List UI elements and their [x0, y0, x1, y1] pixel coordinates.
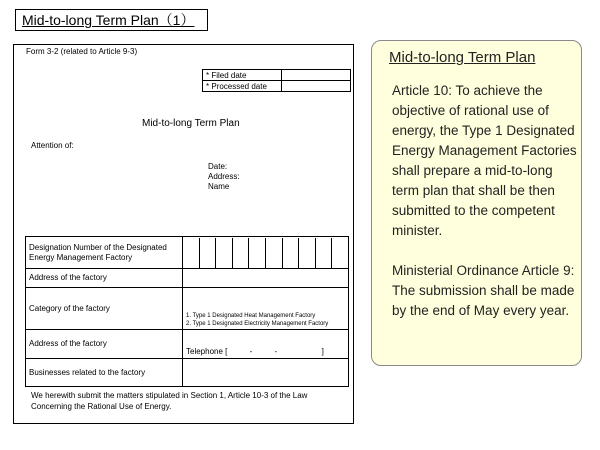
address-of-factory-label-2: Address of the factory	[26, 330, 183, 359]
slide-title-box	[15, 9, 208, 31]
processed-date-label: * Processed date	[203, 81, 282, 92]
form-heading: Mid-to-long Term Plan	[142, 118, 240, 129]
address-label: Address:	[208, 172, 240, 181]
date-label: Date:	[208, 162, 228, 171]
category-option-2: 2. Type 1 Designated Electricity Management Factory	[186, 321, 329, 327]
telephone-field[interactable]: Telephone [ - - ]	[183, 330, 349, 359]
filing-table	[202, 69, 351, 92]
name-label: Name	[208, 182, 230, 191]
address-of-factory-field-1[interactable]	[183, 269, 349, 288]
factory-table	[25, 236, 349, 387]
category-label: Category of the factory	[26, 288, 183, 330]
filed-date-label: * Filed date	[203, 70, 282, 81]
category-field[interactable]	[183, 288, 349, 330]
businesses-field[interactable]	[183, 359, 349, 387]
info-panel	[371, 40, 582, 366]
slide-title: Mid-to-long Term Plan（1）	[22, 12, 195, 28]
category-option-1: 1. Type 1 Designated Heat Management Factory	[186, 313, 316, 319]
filed-date-field[interactable]	[282, 70, 351, 81]
info-body	[392, 81, 578, 341]
form-document	[13, 44, 354, 424]
designation-number-field[interactable]	[183, 237, 349, 269]
address-of-factory-label-1: Address of the factory	[26, 269, 183, 288]
processed-date-field[interactable]	[282, 81, 351, 92]
declaration-text: We herewith submit the matters stipulated in Section 1, Article 10-3 of the Law Concerning the Rational Use of Energy.	[31, 391, 308, 411]
info-title: Mid-to-long Term Plan	[389, 49, 536, 66]
designation-label: Designation Number of the Designated Energy Management Factory	[26, 237, 183, 269]
article-10-text: Article 10: To achieve the objective of rational use of energy, the Type 1 Designated Energy Management Factories shall prepare a mid-to-long term plan that shall be then submitted to the competent minister.	[392, 83, 577, 238]
ordinance-text: Ministerial Ordinance Article 9: The submission shall be made by the end of May every year.	[392, 263, 575, 318]
form-number: Form 3-2 (related to Article 9-3)	[26, 47, 138, 56]
attention-label: Attention of:	[31, 141, 74, 150]
digit-boxes	[183, 238, 348, 268]
businesses-label: Businesses related to the factory	[26, 359, 183, 387]
